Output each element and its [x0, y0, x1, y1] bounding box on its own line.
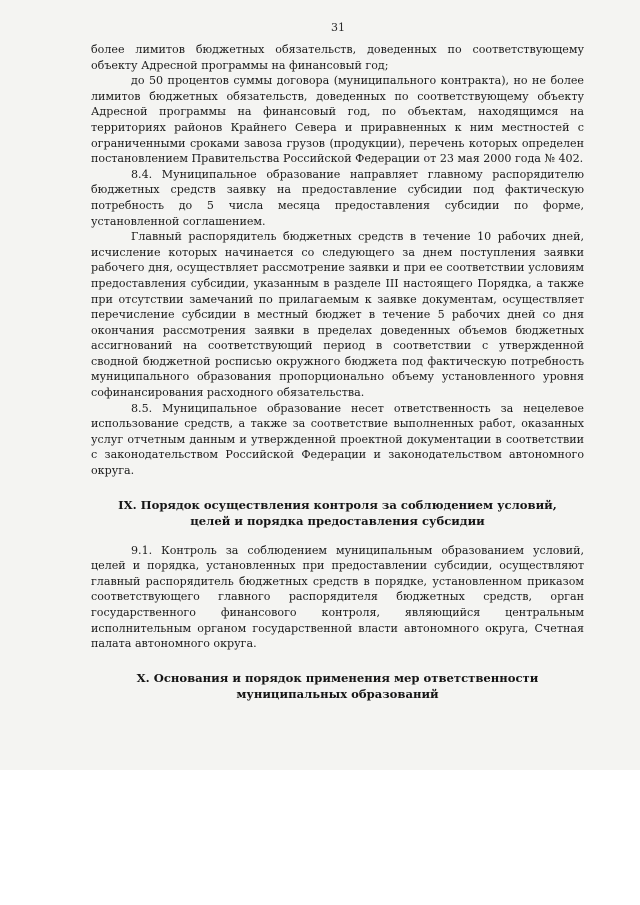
section-x-heading-line2: муниципальных образований — [236, 686, 439, 701]
section-ix-heading — [91, 497, 584, 529]
section-x-heading — [91, 670, 584, 702]
paragraph-limits-continuation: более лимитов бюджетных обязательств, доведенных по соответствующему объекту Адресной программы на финансовый год; — [91, 43, 584, 72]
paragraph-review-10-days: Главный распорядитель бюджетных средств в течение 10 рабочих дней, исчисление которых начинается со следующего за днем поступления заявки рабочего дня, осуществляет рассмотрение заявки и при ее соответствии условиям предоставления субсидии, указанным в разделе III настоящего Порядка, а также при отсутствии замечаний по прилагаемым к заявке документам, осуществляет перечисление субсидии в местный бюджет в течение 5 рабочих дней со дня окончания рассмотрения заявки в пределах доведенных объемов бюджетных ассигнований на соответствующий период в соответствии с утвержденной сводной бюджетной росписью окружного бюджета под фактическую потребность муниципального образования пропорционально объему установленного уровня софинансирования расходного обязательства. — [91, 230, 584, 400]
section-x-heading-line1: X. Основания и порядок применения мер ответственности — [136, 670, 539, 685]
paragraph-9-1: 9.1. Контроль за соблюдением муниципальным образованием условий, целей и порядка, установленных при предоставлении субсидии, осуществляют главный распорядитель бюджетных средств в порядке, установленном приказом соответствующего главного распорядителя бюджетных средств, орган государственного финансового контроля, являющийся центральным исполнительным органом государственной власти автономного округа, Счетная палата автономного округа. — [91, 543, 584, 651]
document-body — [91, 42, 584, 702]
paragraph-50-percent: до 50 процентов суммы договора (муниципального контракта), но не более лимитов бюджетных обязательств, доведенных по соответствующему объекту Адресной программы на финансовый год, по объектам, находящимся на территориях районов Крайнего Севера и приравненных к ним местностей с ограниченными сроками завоза грузов (продукции), перечень которых определен постановлением Правительства Российской Федерации от 23 мая 2000 года № 402. — [91, 74, 584, 166]
paragraph-8-5: 8.5. Муниципальное образование несет ответственность за нецелевое использование средств, а также за соответствие выполненных работ, оказанных услуг отчетным данным и утвержденной проектной документации в соответствии с законодательством Российской Федерации и законодательством автономного округа. — [91, 401, 584, 478]
section-ix-heading-line1: IX. Порядок осуществления контроля за соблюдением условий, — [118, 497, 557, 512]
blank-margin — [0, 770, 640, 905]
page-number: 31 — [331, 21, 345, 34]
paragraph-8-4: 8.4. Муниципальное образование направляет главному распорядителю бюджетных средств заявку на предоставление субсидии под фактическую потребность до 5 числа месяца предоставления субсидии по форме, установленной соглашением. — [91, 167, 584, 228]
section-ix-heading-line2: целей и порядка предоставления субсидии — [190, 513, 485, 528]
